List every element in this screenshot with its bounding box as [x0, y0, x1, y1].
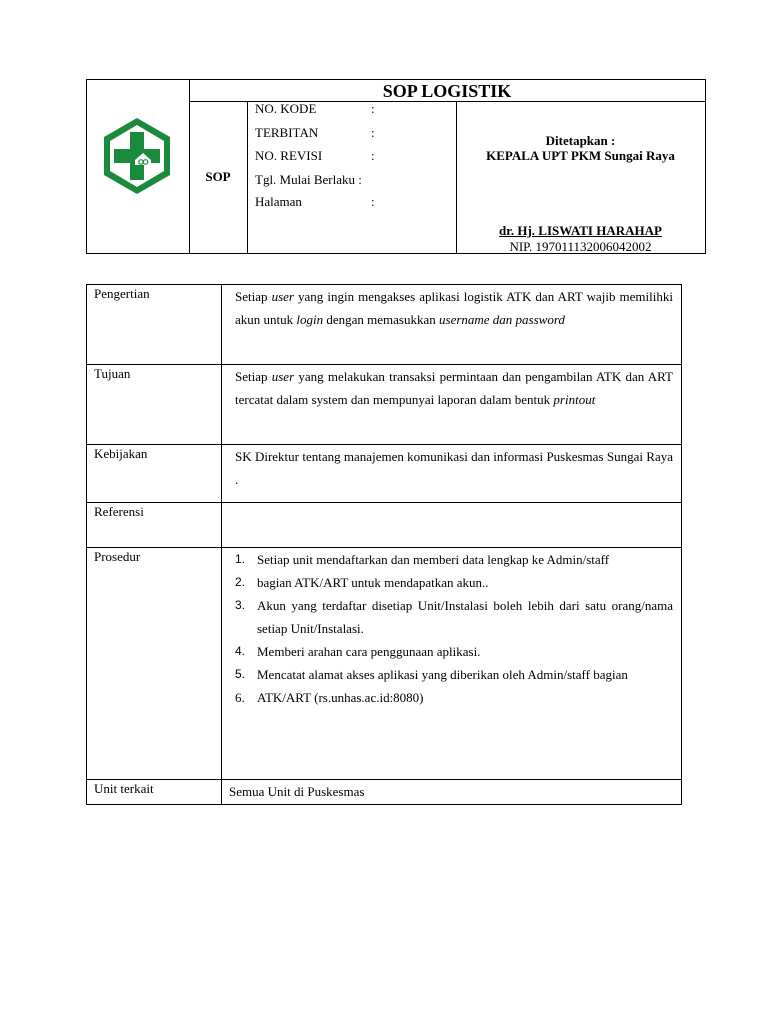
- approval-block: [456, 101, 705, 253]
- kepala-title: KEPALA UPT PKM Sungai Raya: [486, 148, 675, 163]
- sop-header-table: [86, 79, 706, 254]
- procedure-step: 5. Mencatat alamat akses aplikasi yang diberikan oleh Admin/staff bagian: [235, 667, 628, 682]
- meta-halaman: Halaman :: [255, 194, 375, 209]
- meta-terbitan: TERBITAN :: [255, 125, 375, 140]
- row-content: [222, 548, 681, 709]
- sop-label: SOP: [189, 101, 248, 253]
- row-label: Tujuan: [94, 366, 131, 381]
- row-label: Prosedur: [94, 549, 141, 564]
- procedure-step: 2. bagian ATK/ART untuk mendapatkan akun..: [235, 575, 489, 590]
- signatory-nip: NIP. 197011132006042002: [509, 239, 652, 254]
- row-label: Pengertian: [94, 286, 150, 301]
- row-referensi: [87, 503, 681, 548]
- row-kebijakan: [87, 445, 681, 503]
- row-label: Unit terkait: [94, 781, 154, 796]
- row-label: Kebijakan: [94, 446, 148, 461]
- row-content: Semua Unit di Puskesmas: [229, 784, 365, 799]
- row-content: Setiap user yang ingin mengakses aplikasi logistik ATK dan ART wajib memilihki akun untuk login dengan memasukkan username dan password: [235, 289, 673, 327]
- puskesmas-logo: [97, 116, 177, 196]
- document-title: SOP LOGISTIK: [189, 80, 705, 102]
- ditetapkan-label: Ditetapkan :: [545, 133, 616, 148]
- row-label: Referensi: [94, 504, 144, 519]
- procedure-steps: [235, 548, 673, 709]
- procedure-step: 4. Memberi arahan cara penggunaan aplikasi.: [235, 644, 481, 659]
- sop-content-table: [86, 284, 682, 805]
- meta-tgl-mulai-berlaku: Tgl. Mulai Berlaku :: [255, 172, 362, 187]
- row-pengertian: [87, 285, 681, 365]
- row-tujuan: [87, 365, 681, 445]
- row-content: Setiap user yang melakukan transaksi permintaan dan pengambilan ATK dan ART tercatat dalam system dan mempunyai laporan dalam bentuk printout: [235, 369, 673, 407]
- meta-no-revisi: NO. REVISI :: [255, 148, 375, 163]
- meta-no-kode: NO. KODE :: [255, 101, 375, 116]
- logo-cell: [87, 80, 190, 253]
- signatory-name: dr. Hj. LISWATI HARAHAP: [499, 223, 662, 238]
- document-meta: [247, 101, 457, 253]
- procedure-step: 1. Setiap unit mendaftarkan dan memberi data lengkap ke Admin/staff: [235, 552, 610, 567]
- procedure-step: 3. Akun yang terdaftar disetiap Unit/Instalasi boleh lebih dari satu orang/nama setiap Unit/Instalasi.: [235, 598, 673, 636]
- row-content: SK Direktur tentang manajemen komunikasi dan informasi Puskesmas Sungai Raya .: [235, 449, 673, 487]
- row-unit-terkait: [87, 780, 681, 804]
- row-prosedur: [87, 548, 681, 780]
- procedure-step: 6. ATK/ART (rs.unhas.ac.id:8080): [235, 690, 424, 705]
